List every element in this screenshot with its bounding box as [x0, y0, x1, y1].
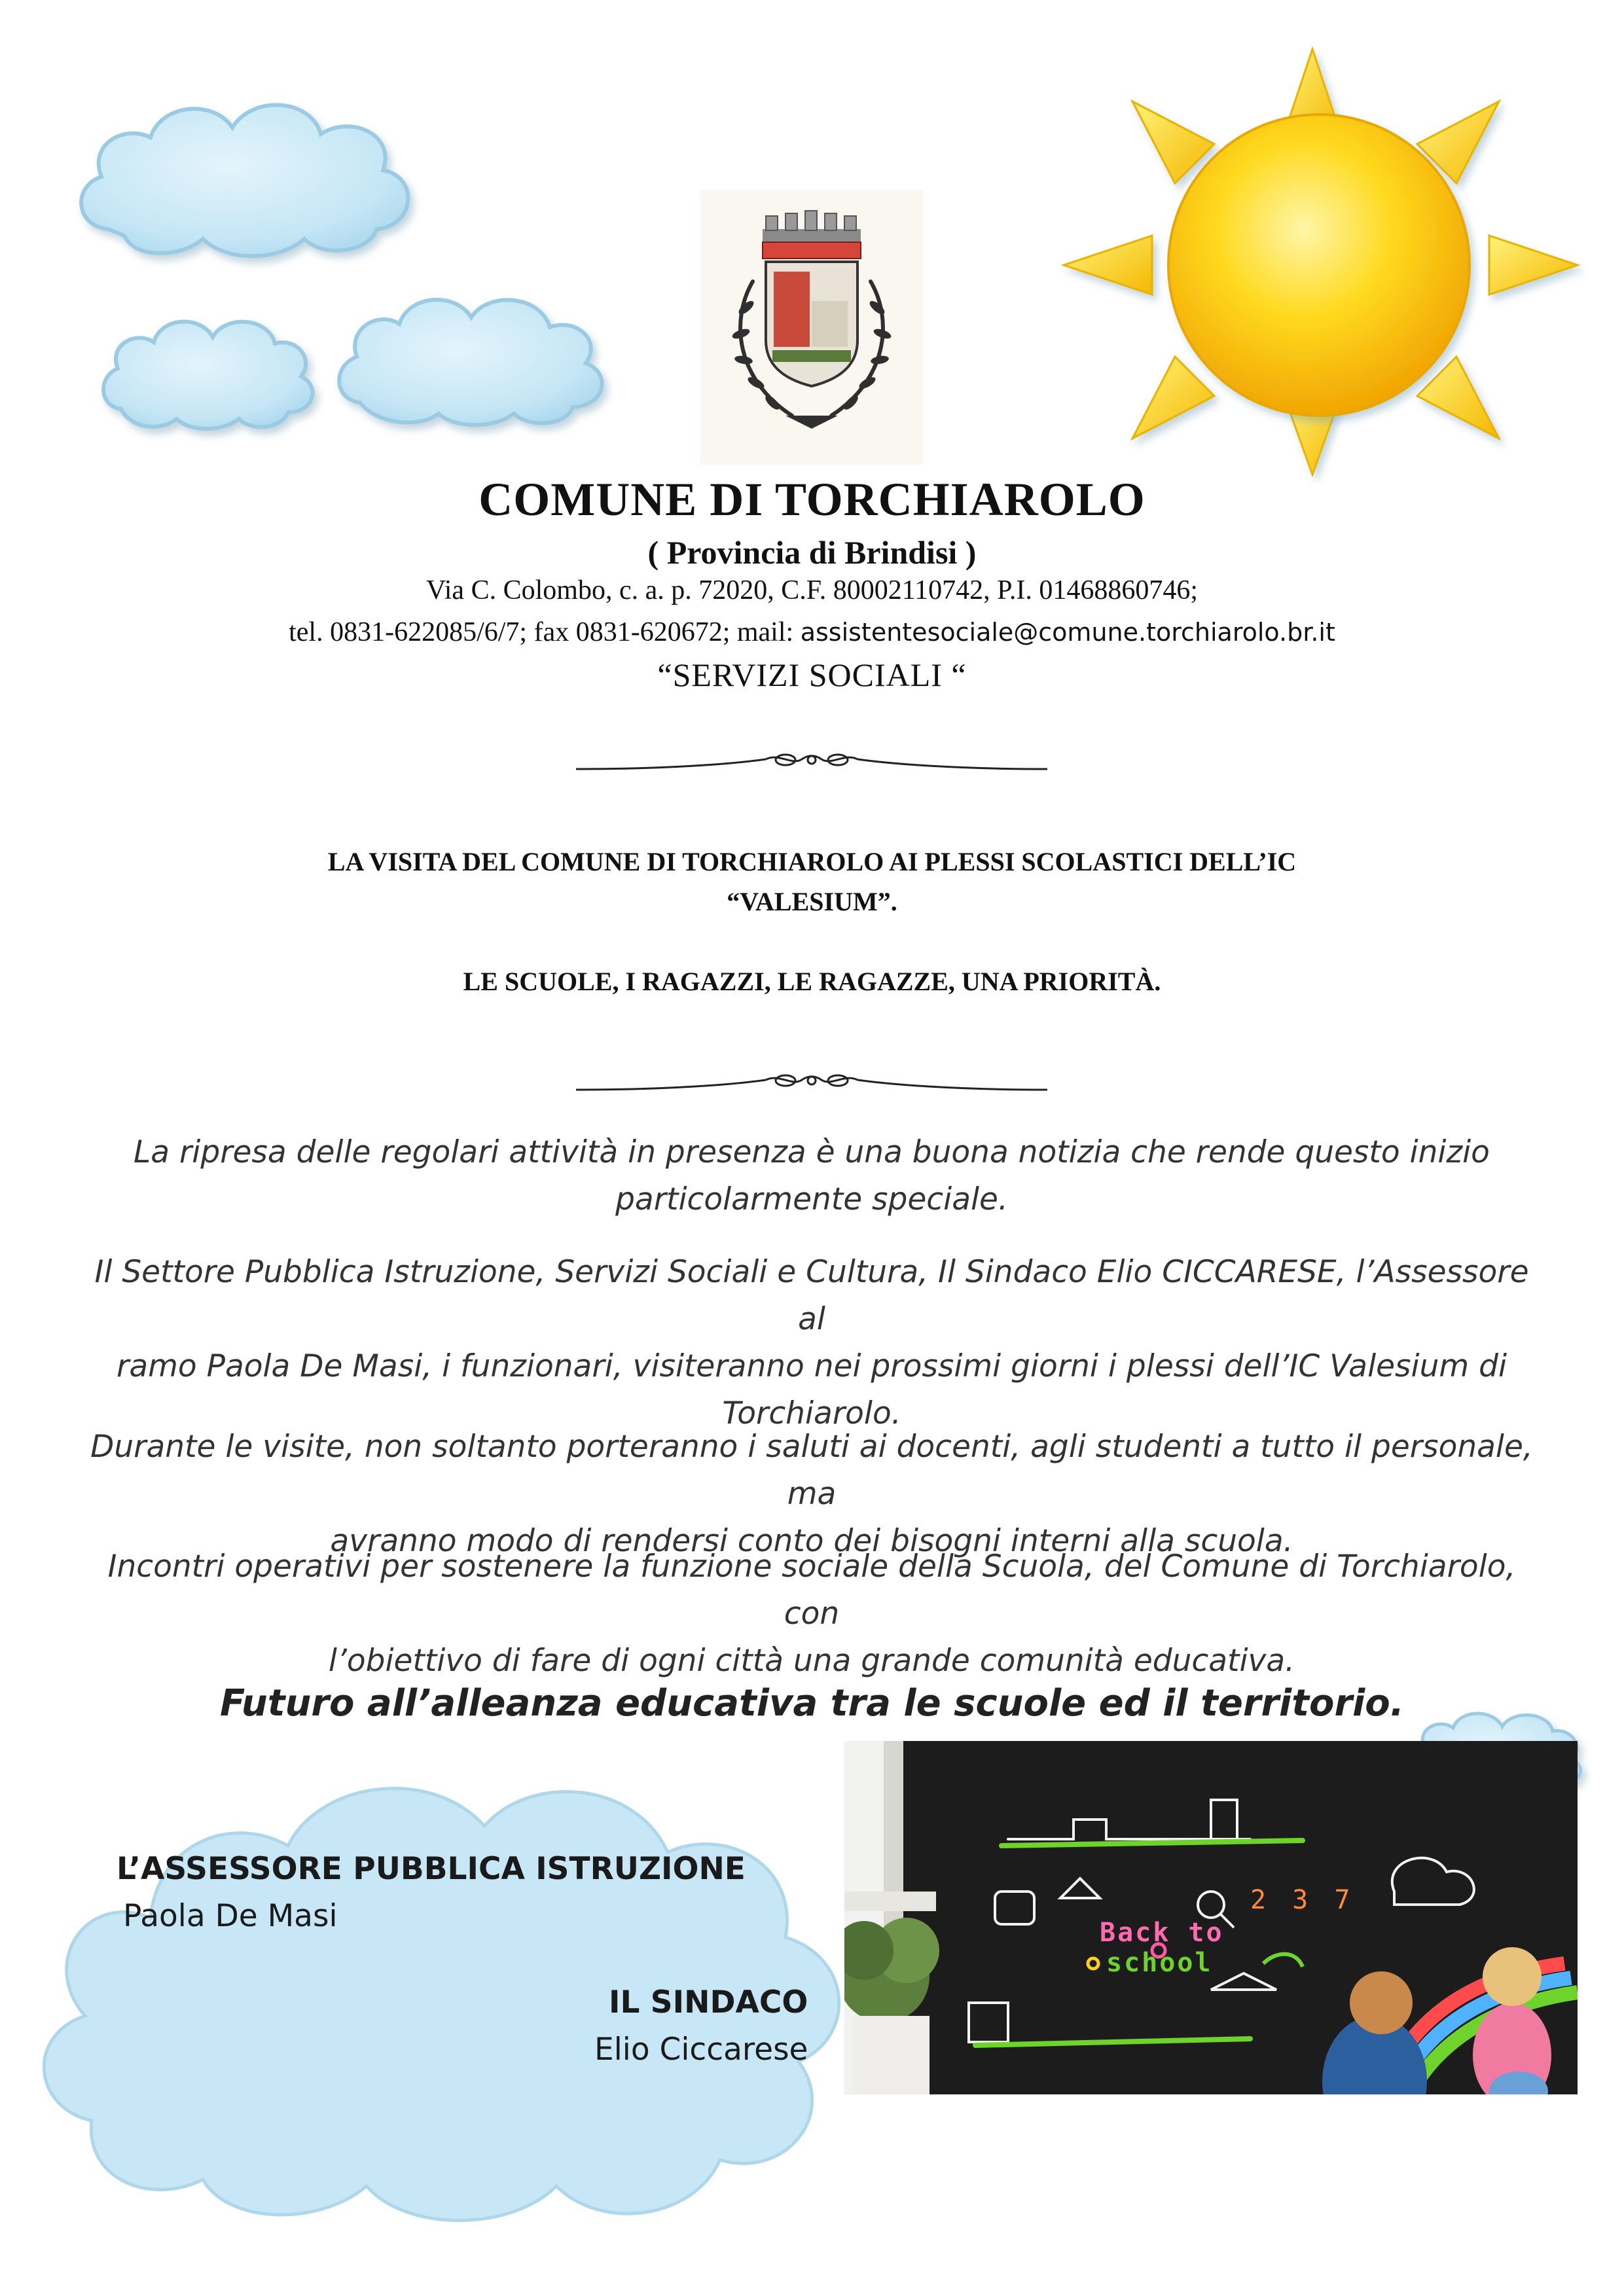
address-line: Via C. Colombo, c. a. p. 72020, C.F. 80002110742, P.I. 01468860746; — [425, 575, 1199, 605]
paragraph-line: Il Settore Pubblica Istruzione, Servizi Sociali e Cultura, Il Sindaco Elio CICCARESE, l’Assessore al — [94, 1254, 1529, 1337]
assessore-name: Paola De Masi — [123, 1898, 338, 1934]
paragraph-line: Incontri operativi per sostenere la funzione sociale della Scuola, del Comune di Torchiarolo, con — [107, 1549, 1516, 1632]
paragraph-2 — [79, 1249, 1545, 1437]
cloud-icon — [92, 298, 327, 442]
paragraph-1 — [79, 1129, 1545, 1223]
headline-priority: LE SCUOLE, I RAGAZZI, LE RAGAZZE, UNA PRIORITÀ. — [463, 967, 1161, 996]
paragraph-4 — [79, 1543, 1545, 1685]
coat-of-arms-icon — [700, 190, 923, 465]
closing-slogan: Futuro all’alleanza educativa tra le scuole ed il territorio. — [219, 1682, 1405, 1725]
ornament-divider-icon — [569, 743, 1054, 782]
cloud-icon — [62, 79, 429, 275]
cloud-icon — [13, 1728, 864, 2238]
paragraph-line: ramo Paola De Masi, i funzionari, visiteranno nei prossimi giorni i plessi dell’IC Valesium di — [117, 1348, 1507, 1384]
headline-line-2: “VALESIUM”. — [727, 887, 897, 916]
sindaco-name: Elio Ciccarese — [594, 2032, 808, 2068]
sun-icon — [1054, 39, 1624, 484]
paragraph-line: Torchiarolo. — [722, 1395, 901, 1431]
contacts-line — [0, 617, 1624, 648]
paragraph-line: avranno modo di rendersi conto dei bisogni interni alla scuola. — [330, 1523, 1293, 1559]
headline-line-1: LA VISITA DEL COMUNE DI TORCHIAROLO AI PLESSI SCOLASTICI DELL’IC — [327, 847, 1297, 876]
email-link[interactable]: assistentesociale@comune.torchiarolo.br.it — [800, 618, 1335, 647]
paragraph-line: Durante le visite, non soltanto porteranno i saluti ai docenti, agli studenti a tutto il personale, ma — [90, 1429, 1533, 1512]
paragraph-line: La ripresa delle regolari attività in presenza è una buona notizia che rende questo inizio — [134, 1134, 1490, 1170]
paragraph-line: l’obiettivo di fare di ogni città una grande comunità educativa. — [328, 1643, 1295, 1679]
page-title: COMUNE DI TORCHIAROLO — [478, 473, 1146, 526]
department-label: “SERVIZI SOCIALI “ — [657, 656, 967, 693]
chalk-back-to: Back to — [1100, 1918, 1224, 1948]
assessore-title: L’ASSESSORE PUBBLICA ISTRUZIONE — [117, 1851, 746, 1887]
province-subtitle: ( Provincia di Brindisi ) — [647, 534, 977, 571]
cloud-icon — [324, 275, 625, 439]
sindaco-title: IL SINDACO — [609, 1984, 808, 2020]
ornament-divider-icon — [569, 1064, 1054, 1103]
chalk-school: school — [1106, 1948, 1213, 1978]
paragraph-line: particolarmente speciale. — [615, 1181, 1008, 1217]
back-to-school-photo — [844, 1741, 1578, 2094]
chalk-digits: 2 3 7 — [1250, 1885, 1356, 1915]
contacts-prefix: tel. 0831-622085/6/7; fax 0831-620672; mail: — [289, 617, 801, 647]
